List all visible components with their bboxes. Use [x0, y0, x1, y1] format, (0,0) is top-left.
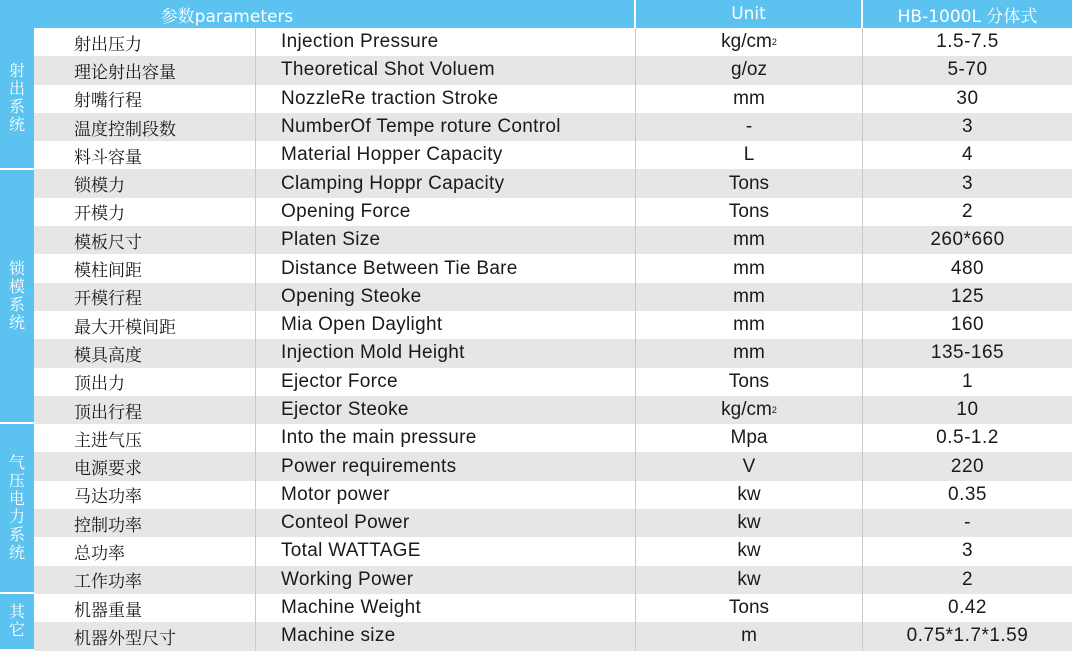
table-row [34, 622, 1072, 650]
param-unit-text: Tons [728, 200, 770, 222]
param-name-cn: 顶出力 [34, 368, 256, 396]
table-body [0, 28, 1072, 651]
param-name-cn: 模具高度 [34, 339, 256, 367]
param-unit [636, 594, 863, 622]
param-value: 3 [961, 116, 974, 138]
param-name-en: Injection Mold Height [256, 339, 636, 367]
param-unit-text: kw [737, 483, 761, 505]
param-name-cn: 温度控制段数 [34, 113, 256, 141]
param-unit-text: kg/cm [721, 31, 772, 53]
param-value: 0.42 [948, 597, 987, 619]
param-value: 135-165 [930, 342, 1005, 364]
param-unit [636, 537, 863, 565]
param-name-en: Total WATTAGE [256, 537, 636, 565]
param-unit-superscript: 2 [771, 37, 777, 48]
param-unit-text: - [745, 116, 753, 138]
param-name-cn: 顶出行程 [34, 396, 256, 424]
param-value: 260*660 [930, 229, 1005, 251]
param-value: 30 [956, 87, 979, 109]
param-unit [636, 368, 863, 396]
section-label-char: 统 [8, 312, 25, 332]
table-row [34, 452, 1072, 480]
param-name-cn: 开模力 [34, 198, 256, 226]
param-unit [636, 283, 863, 311]
param-value: 2 [961, 568, 974, 590]
param-unit [636, 198, 863, 226]
section-label [0, 594, 34, 651]
table-row [34, 509, 1072, 537]
param-name-en: Platen Size [256, 226, 636, 254]
header-model: HB-1000L 分体式 [897, 6, 1038, 27]
param-unit-text: mm [733, 229, 765, 251]
param-unit [636, 566, 863, 594]
param-name-cn: 工作功率 [34, 566, 256, 594]
param-name-en: Ejector Steoke [256, 396, 636, 424]
param-name-cn: 模柱间距 [34, 254, 256, 282]
table-row [34, 141, 1072, 169]
param-name-en: Theoretical Shot Voluem [256, 56, 636, 84]
param-name-en: Distance Between Tie Bare [256, 254, 636, 282]
table-row [34, 481, 1072, 509]
param-value: 0.35 [948, 483, 987, 505]
param-unit [636, 226, 863, 254]
table-row [34, 254, 1072, 282]
param-unit-text: kw [737, 568, 761, 590]
param-unit-text: kw [737, 540, 761, 562]
table-row [34, 368, 1072, 396]
param-unit-text: mm [733, 285, 765, 307]
param-value: 125 [950, 285, 985, 307]
header-parameters: 参数parameters [0, 0, 636, 28]
param-name-en: Into the main pressure [256, 424, 636, 452]
param-name-cn: 主进气压 [34, 424, 256, 452]
param-unit-text: mm [733, 314, 765, 336]
param-value: 4 [961, 144, 974, 166]
section-label-char: 统 [8, 114, 25, 134]
section-label-char: 压 [8, 471, 25, 491]
table-row [34, 537, 1072, 565]
param-name-en: Working Power [256, 566, 636, 594]
param-unit [636, 396, 863, 424]
section-label-char: 力 [8, 507, 25, 527]
param-unit [636, 113, 863, 141]
param-name-cn: 射嘴行程 [34, 85, 256, 113]
param-unit [636, 141, 863, 169]
param-value: 0.5-1.2 [936, 427, 999, 449]
table-row [34, 566, 1072, 594]
param-value: 3 [961, 172, 974, 194]
table-row [34, 594, 1072, 622]
section-label-char: 系 [8, 96, 25, 116]
param-unit-superscript: 2 [771, 405, 777, 415]
param-unit-text: V [742, 455, 756, 477]
param-value: 160 [950, 314, 985, 336]
section-label [0, 28, 34, 170]
table-row [34, 85, 1072, 113]
param-name-en: Mia Open Daylight [256, 311, 636, 339]
section-label-char: 射 [8, 60, 25, 80]
section-label-char: 系 [8, 525, 25, 545]
section-label [0, 424, 34, 594]
param-name-en: Machine Weight [256, 594, 636, 622]
param-name-en: Ejector Force [256, 368, 636, 396]
table-row [34, 339, 1072, 367]
param-value: 0.75*1.7*1.59 [906, 625, 1029, 647]
param-name-en: Conteol Power [256, 509, 636, 537]
param-unit [636, 56, 863, 84]
param-value: 3 [961, 540, 974, 562]
param-unit [636, 622, 863, 650]
table-row [34, 283, 1072, 311]
param-name-cn: 锁模力 [34, 169, 256, 197]
param-name-en: Opening Force [256, 198, 636, 226]
table-row [34, 226, 1072, 254]
section-column [0, 28, 34, 651]
param-unit [636, 481, 863, 509]
section-label [0, 170, 34, 425]
param-name-cn: 机器重量 [34, 594, 256, 622]
param-name-cn: 控制功率 [34, 509, 256, 537]
param-value: 10 [956, 399, 979, 420]
param-name-cn: 最大开模间距 [34, 311, 256, 339]
param-unit [636, 28, 863, 56]
section-label-char: 电 [8, 489, 25, 509]
param-value: - [964, 512, 971, 534]
param-unit-text: g/oz [731, 59, 767, 81]
table-row [34, 169, 1072, 197]
section-label-char: 系 [8, 294, 25, 314]
param-name-en: Power requirements [256, 452, 636, 480]
param-name-cn: 料斗容量 [34, 141, 256, 169]
param-unit-text: m [741, 625, 757, 647]
param-value: 220 [950, 455, 985, 477]
param-unit-text: Tons [728, 597, 770, 619]
section-label-char: 模 [8, 276, 25, 296]
param-value: 2 [961, 200, 974, 222]
param-unit-text: Tons [728, 172, 770, 194]
param-unit [636, 311, 863, 339]
param-unit-text: kg/cm [721, 399, 772, 420]
param-unit [636, 424, 863, 452]
param-name-cn: 模板尺寸 [34, 226, 256, 254]
param-unit [636, 169, 863, 197]
table-row [34, 424, 1072, 452]
param-name-en: NumberOf Tempe roture Control [256, 113, 636, 141]
param-unit [636, 509, 863, 537]
param-unit-text: mm [733, 87, 765, 109]
param-name-cn: 机器外型尺寸 [34, 622, 256, 650]
param-unit-text: Mpa [730, 427, 768, 449]
param-name-en: Opening Steoke [256, 283, 636, 311]
header-unit: Unit [636, 0, 863, 28]
param-unit [636, 85, 863, 113]
section-label-char: 它 [8, 620, 25, 640]
param-name-cn: 电源要求 [34, 452, 256, 480]
param-value: 1 [961, 370, 974, 392]
param-name-en: Motor power [256, 481, 636, 509]
param-value: 480 [950, 257, 985, 279]
param-unit-text: mm [733, 257, 765, 279]
param-value: 1.5-7.5 [936, 31, 999, 53]
param-unit-text: L [743, 144, 755, 166]
section-label-char: 其 [8, 602, 25, 622]
param-name-en: Material Hopper Capacity [256, 141, 636, 169]
param-name-cn: 开模行程 [34, 283, 256, 311]
param-name-cn: 马达功率 [34, 481, 256, 509]
table-row [34, 56, 1072, 84]
section-label-char: 气 [8, 453, 25, 473]
section-label-char: 统 [8, 543, 25, 563]
table-rows [34, 28, 1072, 651]
param-unit-text: kw [737, 512, 761, 534]
table-row [34, 28, 1072, 56]
param-name-cn: 射出压力 [34, 28, 256, 56]
param-name-en: Injection Pressure [256, 28, 636, 56]
param-name-en: Clamping Hoppr Capacity [256, 169, 636, 197]
param-name-en: Machine size [256, 622, 636, 650]
table-row [34, 113, 1072, 141]
param-unit [636, 452, 863, 480]
param-unit-text: mm [733, 342, 765, 364]
param-unit [636, 339, 863, 367]
table-row [34, 311, 1072, 339]
table-row [34, 198, 1072, 226]
param-name-cn: 总功率 [34, 537, 256, 565]
param-name-cn: 理论射出容量 [34, 56, 256, 84]
param-value: 5-70 [947, 59, 988, 81]
section-label-char: 锁 [8, 258, 25, 278]
param-unit [636, 254, 863, 282]
section-label-char: 出 [8, 78, 25, 98]
table-row [34, 396, 1072, 424]
table-header [0, 0, 1072, 28]
param-unit-text: Tons [728, 370, 770, 392]
param-name-en: NozzleRe traction Stroke [256, 85, 636, 113]
